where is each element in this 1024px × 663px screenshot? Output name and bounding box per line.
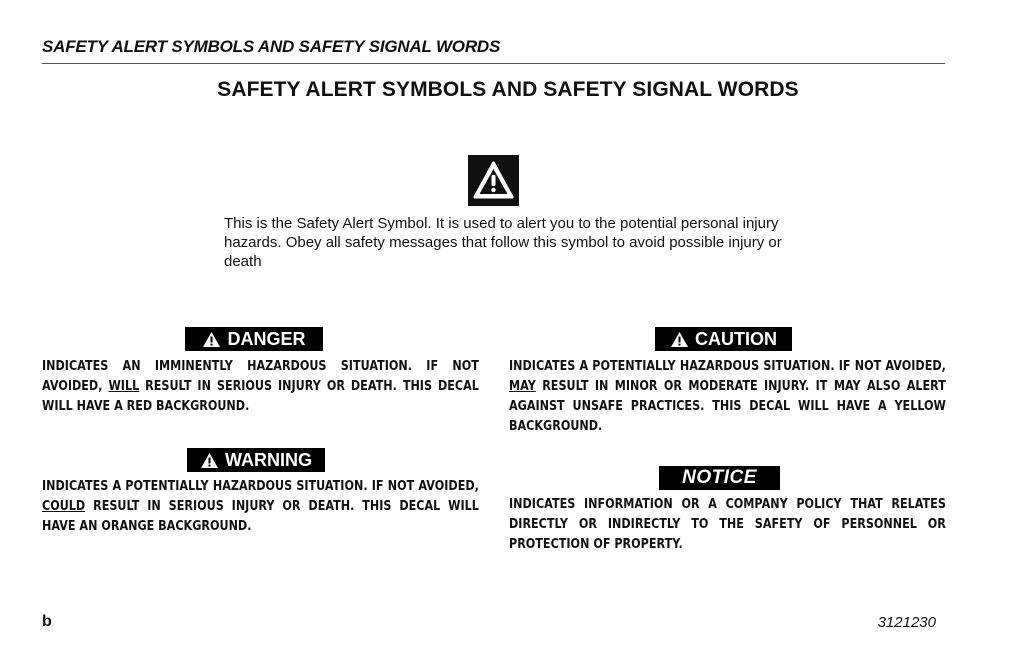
danger-label-text: DANGER	[227, 328, 306, 349]
caution-description: INDICATES A POTENTIALLY HAZARDOUS SITUATION. IF NOT AVOIDED, MAY RESULT IN MINOR OR MODERATE INJURY. IT MAY ALSO ALERT AGAINST UNSAFE PRACTICES. THIS DECAL WILL HAVE A YELLOW BACKGROUND.	[509, 359, 946, 434]
header-divider	[42, 63, 945, 64]
danger-description: INDICATES AN IMMINENTLY HAZARDOUS SITUATION. IF NOT AVOIDED, WILL RESULT IN SERIOUS INJURY OR DEATH. THIS DECAL WILL HAVE A RED BACKGROUND.	[42, 359, 479, 414]
warning-triangle-icon	[202, 331, 221, 348]
safety-alert-symbol-icon	[468, 155, 519, 206]
warning-triangle-icon	[200, 452, 219, 469]
caution-label-text: CAUTION	[695, 328, 777, 349]
page-label: b	[42, 613, 52, 630]
notice-signal-label	[659, 466, 780, 490]
warning-key-word: COULD	[42, 499, 86, 514]
warning-triangle-icon	[670, 331, 689, 348]
notice-description: INDICATES INFORMATION OR A COMPANY POLICY THAT RELATES DIRECTLY OR INDIRECTLY TO THE SAFETY OF PERSONNEL OR PROTECTION OF PROPERTY.	[509, 497, 946, 552]
danger-key-word: WILL	[108, 379, 140, 394]
safety-alert-description: This is the Safety Alert Symbol. It is used to alert you to the potential personal injury hazards. Obey all safety messages that follow this symbol to avoid possible injury or death	[224, 215, 782, 270]
warning-signal-label	[187, 448, 325, 472]
page-title: SAFETY ALERT SYMBOLS AND SAFETY SIGNAL WORDS	[217, 78, 799, 101]
caution-key-word: MAY	[509, 379, 536, 394]
running-header-title: SAFETY ALERT SYMBOLS AND SAFETY SIGNAL WORDS	[42, 37, 501, 56]
notice-label-text: NOTICE	[682, 467, 757, 488]
warning-description: INDICATES A POTENTIALLY HAZARDOUS SITUATION. IF NOT AVOIDED, COULD RESULT IN SERIOUS INJURY OR DEATH. THIS DECAL WILL HAVE AN ORANGE BACKGROUND.	[42, 479, 479, 534]
caution-signal-label	[655, 327, 792, 351]
danger-signal-label	[185, 327, 323, 351]
document-number: 3121230	[877, 614, 936, 631]
warning-label-text: WARNING	[225, 449, 312, 470]
